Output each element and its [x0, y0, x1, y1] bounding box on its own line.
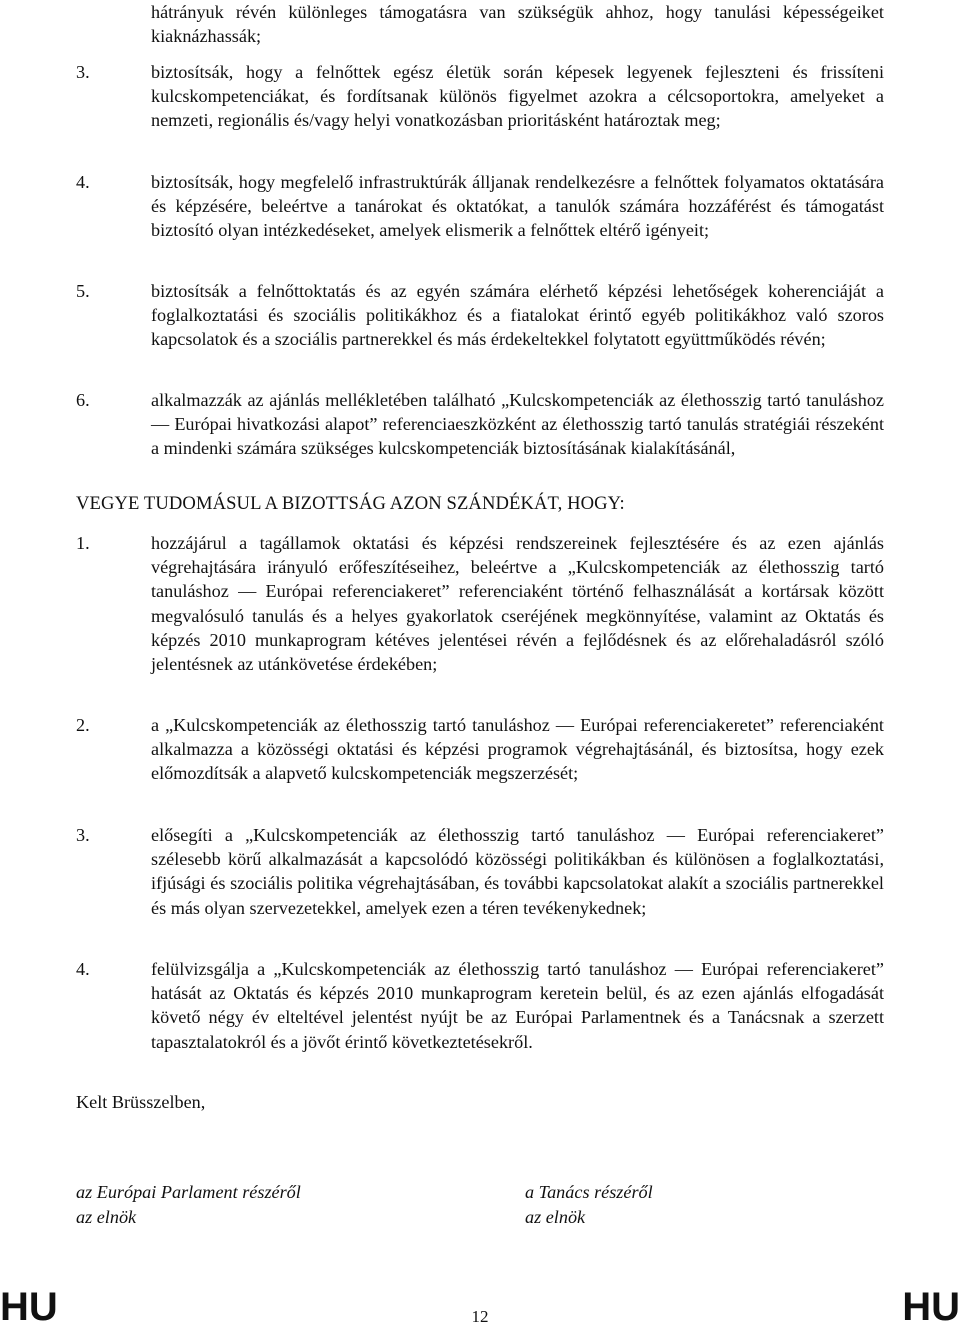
signature-block-council [525, 1180, 653, 1230]
footer-language-code-right: HU [902, 1285, 960, 1329]
list-item-number: 3. [76, 62, 90, 82]
list-item-number: 1. [76, 533, 90, 553]
list-item-text: elősegíti a „Kulcskompetenciák az élethosszig tartó tanuláshoz ― Európai referenciakeret” szélesebb körű alkalmazását a kapcsolódó közösségi politikákban és különösen a foglalkoztatási, ifjúsági és szociális politika végrehajtásában, és további kapcsolatokat alakít a szociális partnerekkel és más olyan szervezetekkel, amelyek ezen a téren tevékenykednek; [151, 825, 884, 918]
list-item [76, 60, 884, 133]
list-item-text: biztosítsák a felnőttoktatás és az egyén számára elérhető képzési lehetőségek koherenciáját a foglalkoztatási és szociális politikákhoz és a fiatalokat érintő egyéb politikákhoz való szoros kapcsolatok és a szociális partnerekkel és más érdekeltekkel folytatott együttműködés révén; [151, 281, 884, 350]
list-item [76, 531, 884, 676]
list-item-text: hozzájárul a tagállamok oktatási és képzési rendszereinek fejlesztésére és az ezen ajánlás végrehajtására irányuló erőfeszítéseihez, beleértve a „Kulcskompetenciák az élethosszig tartó tanuláshoz ― Európai referenciakeret” referenciaként történő felhasználását a kortársak között megvalósuló tanulás és a helyes gyakorlatok cseréjének megkönnyítése, valamint az Oktatás és képzés 2010 munkaprogram kétéves jelentései révén a fejlődésnek és az előrehaladásról szóló jelentésnek az utánkövetése érdekében; [151, 533, 884, 675]
list-item-number: 4. [76, 172, 90, 192]
list-item-number: 6. [76, 390, 90, 410]
list-item-number: 2. [76, 715, 90, 735]
list-item-text: alkalmazzák az ajánlás mellékletében található „Kulcskompetenciák az élethosszig tartó tanuláshoz ― Európai hivatkozási alapot” referenciaeszközként az élethosszig tartó tanulás stratégiái részeként a mindenki számára szükséges kulcskompetenciák biztosításának kialakításánál, [151, 390, 884, 459]
list-item [76, 713, 884, 786]
list-item-number: 3. [76, 825, 90, 845]
list-item-number: 4. [76, 959, 90, 979]
signature-role: az elnök [525, 1207, 586, 1227]
list-item-number: 5. [76, 281, 90, 301]
page-number: 12 [471, 1307, 489, 1326]
list-item [76, 279, 884, 352]
list-item [76, 957, 884, 1054]
list-item-text: biztosítsák, hogy megfelelő infrastruktúrák álljanak rendelkezésre a felnőttek folyamatos oktatására és képzésére, beleértve a tanárokat és oktatókat, a tanulók számára hozzáférést és támogatást biztosító olyan intézkedéseket, amelyek elismerik a felnőttek eltérő igényeit; [151, 172, 884, 241]
list-item [76, 388, 884, 461]
list-item [76, 170, 884, 243]
list-item-text: biztosítsák, hogy a felnőttek egész életük során képesek legyenek fejleszteni és frissíteni kulcskompetenciákat, és fordítsanak különös figyelmet azokra a célcsoportokra, amelyeket a nemzeti, regionális és/vagy helyi vonatkozásban prioritásként határoztak meg; [151, 62, 884, 131]
signature-role: az elnök [76, 1207, 137, 1227]
list-item-text: felülvizsgálja a „Kulcskompetenciák az élethosszig tartó tanuláshoz ― Európai referenciakeret” hatását az Oktatás és képzés 2010 munkaprogram keretein belül, és az ezen ajánlás elfogadását követő négy év elteltével jelentést nyújt be az Európai Parlamentnek és a Tanácsnak a szerzett tapasztalatokról és a jövőt érintő következtetésekről. [151, 959, 884, 1052]
place-line: Kelt Brüsszelben, [76, 1092, 206, 1112]
signature-party: az Európai Parlament részéről [76, 1182, 301, 1202]
list-item-text: a „Kulcskompetenciák az élethosszig tartó tanuláshoz ― Európai referenciakeretet” referenciaként alkalmazza a közösségi oktatási és képzési programok végrehajtásánál, és biztosítsa, hogy ezek előmozdítsák a alapvető kulcskompetenciák megszerzését; [151, 715, 884, 784]
section-heading: VEGYE TUDOMÁSUL A BIZOTTSÁG AZON SZÁNDÉKÁT, HOGY: [76, 493, 625, 514]
footer-language-code-left: HU [0, 1285, 58, 1329]
list-item [76, 823, 884, 920]
signature-party: a Tanács részéről [525, 1182, 653, 1202]
continued-paragraph: hátrányuk révén különleges támogatásra van szükségük ahhoz, hogy tanulási képességeiket kiaknázhassák; [151, 2, 884, 47]
signature-block-parliament [76, 1180, 301, 1230]
